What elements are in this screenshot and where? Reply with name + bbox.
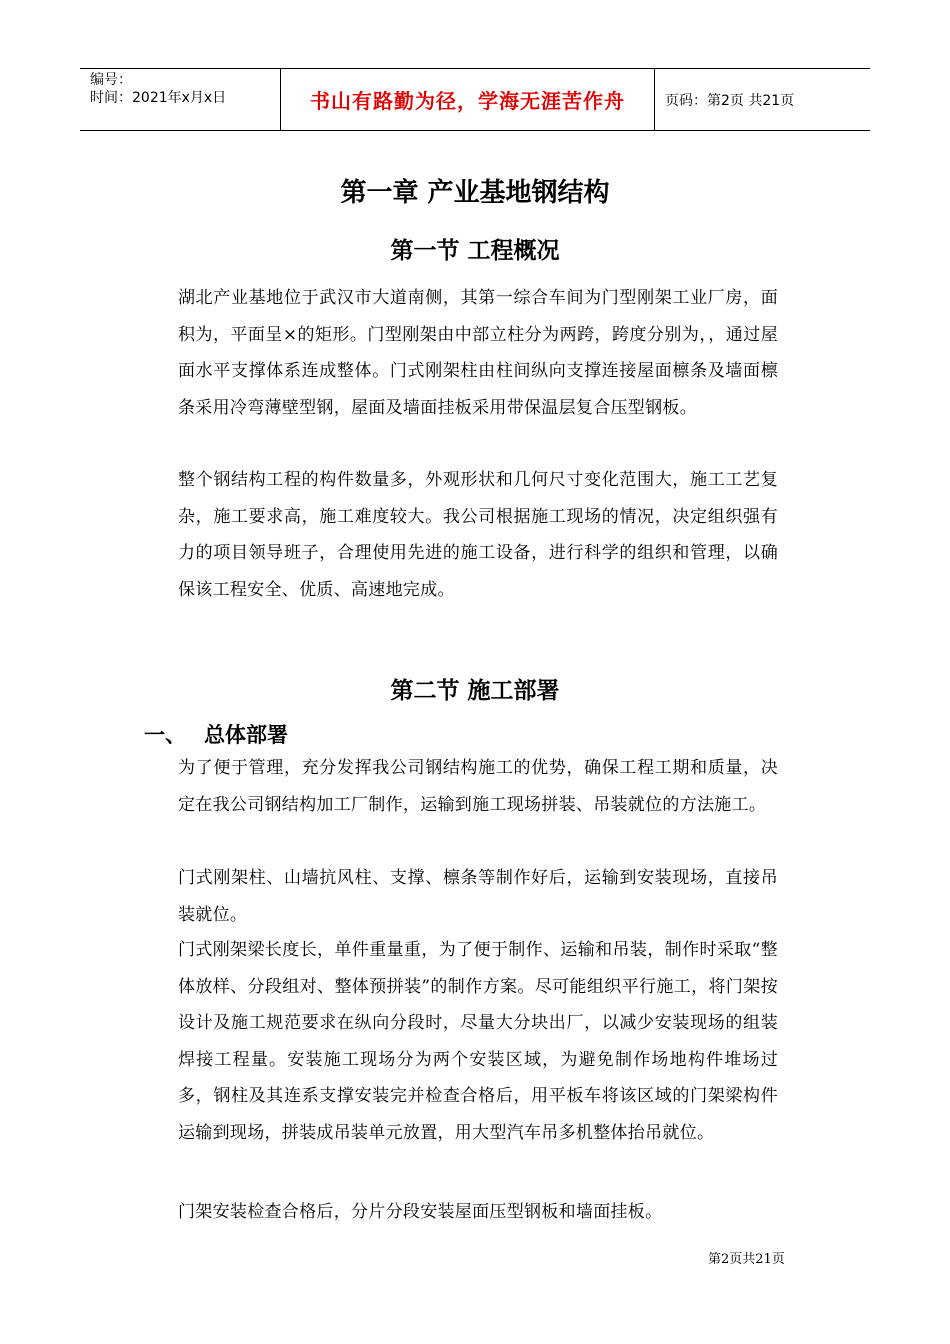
- subsection-number: 一、: [144, 723, 186, 747]
- header-page-label: 页码：第2页 共21页: [665, 92, 795, 109]
- section-2-title: 第二节 施工部署: [390, 678, 560, 704]
- document-number-label: 编号：: [90, 72, 132, 88]
- section-1-title: 第一节 工程概况: [390, 238, 560, 264]
- chapter-title: 第一章 产业基地钢结构: [340, 178, 610, 208]
- section-2-paragraph-2: 门式刚架柱、山墙抗风柱、支撑、檩条等制作好后，运输到安装现场，直接吊装就位。: [178, 868, 778, 925]
- document-time-label: 时间：2021年x月x日: [90, 90, 227, 106]
- subsection-heading: [144, 719, 288, 749]
- page-header: [80, 68, 870, 131]
- header-meta: [80, 69, 281, 130]
- section-2-paragraph-1: 为了便于管理，充分发挥我公司钢结构施工的优势，确保工程工期和质量，决定在我公司钢结构加工厂制作，运输到施工现场拼装、吊装就位的方法施工。: [178, 758, 778, 815]
- subsection-title: 总体部署: [204, 723, 288, 747]
- section-2-paragraph-3: 门式刚架梁长度长，单件重量重，为了便于制作、运输和吊装，制作时采取“整体放样、分段组对、整体预拼装”的制作方案。尽可能组织平行施工，将门架按设计及施工规范要求在纵向分段时，尽量大分块出厂，以减少安装现场的组装焊接工程量。安装施工现场分为两个安装区域，为避免制作场地构件堆场过多，钢柱及其连系支撑安装完并检查合格后，用平板车将该区域的门架梁构件运输到现场，拼装成吊装单元放置，用大型汽车吊多机整体抬吊就位。: [178, 940, 778, 1143]
- page-footer: 第2页共21页: [708, 1252, 785, 1267]
- section-2-paragraph-4: 门架安装检查合格后，分片分段安装屋面压型钢板和墙面挂板。: [178, 1202, 663, 1222]
- section-1-paragraph-2: 整个钢结构工程的构件数量多，外观形状和几何尺寸变化范围大，施工工艺复杂，施工要求高，施工难度较大。我公司根据施工现场的情况，决定组织强有力的项目领导班子，合理使用先进的施工设备，进行科学的组织和管理，以确保该工程安全、优质、高速地完成。: [178, 470, 778, 600]
- section-1-paragraph-1: 湖北产业基地位于武汉市大道南侧，其第一综合车间为门型刚架工业厂房，面积为，平面呈×的矩形。门型刚架由中部立柱分为两跨，跨度分别为，，通过屋面水平支撑体系连成整体。门式刚架柱由柱间纵向支撑连接屋面檩条及墙面檩条采用冷弯薄壁型钢，屋面及墙面挂板采用带保温层复合压型钢板。: [178, 288, 778, 418]
- header-motto: 书山有路勤为径，学海无涯苦作舟: [281, 69, 655, 130]
